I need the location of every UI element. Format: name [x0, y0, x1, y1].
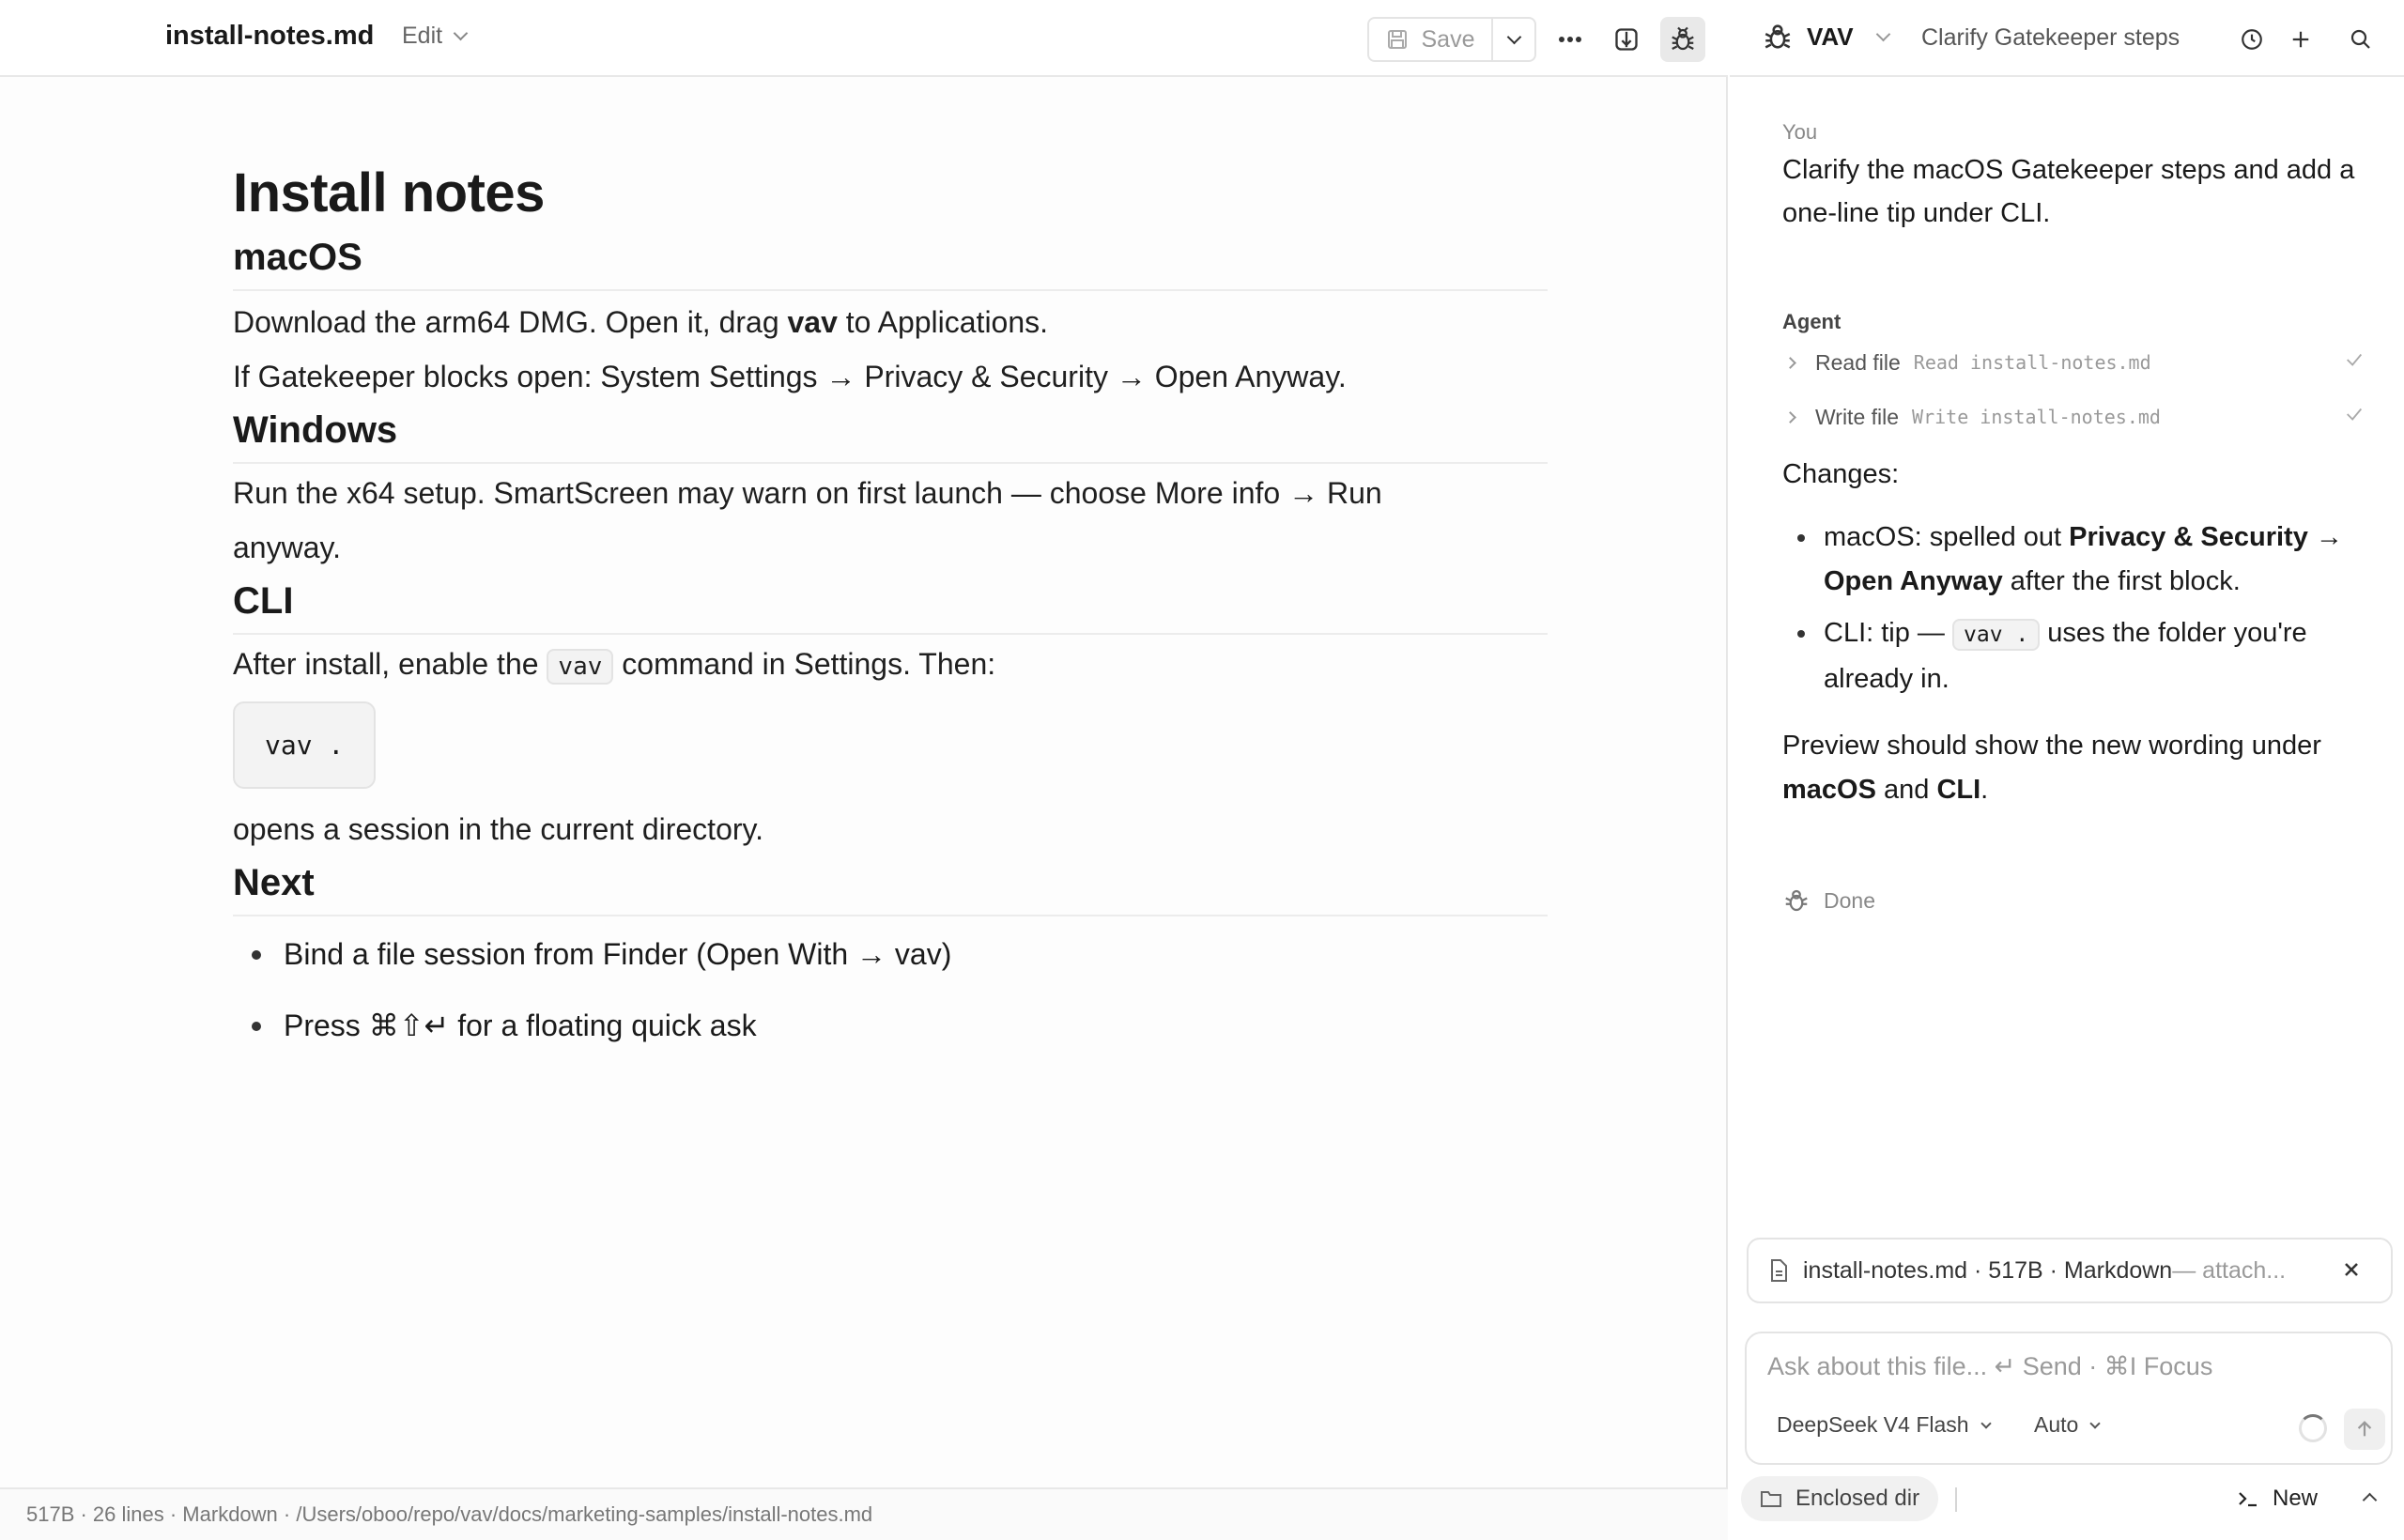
mode-select[interactable]	[2034, 1412, 2099, 1438]
preview-text: Preview should show the new wording under	[1782, 731, 2321, 761]
save-options-button[interactable]	[1491, 17, 1536, 62]
save-button[interactable]	[1367, 17, 1493, 62]
heading-cli: CLI	[233, 575, 1548, 635]
tool-label: Write file	[1815, 404, 1900, 429]
chevron-down-icon	[1875, 26, 1890, 41]
chevron-down-icon	[1980, 1418, 1991, 1428]
chevron-up-icon[interactable]	[2363, 1493, 2378, 1508]
session-title[interactable]: Clarify Gatekeeper steps	[1921, 24, 2181, 51]
new-terminal-button[interactable]	[2237, 1486, 2318, 1512]
status-bar: 517B · 26 lines · Markdown · /Users/oboo/repo/vav/docs/marketing-samples/install-notes.md	[0, 1487, 1728, 1540]
you-label: You	[1782, 120, 1818, 144]
model-label: DeepSeek V4 Flash	[1777, 1412, 1969, 1437]
heading-macos: macOS	[233, 231, 1548, 291]
attachment-note: — attach...	[2172, 1256, 2287, 1284]
more-button[interactable]	[1548, 17, 1593, 62]
search-icon	[2350, 28, 2372, 51]
change-text: CLI: tip —	[1824, 618, 1952, 648]
done-label: Done	[1824, 887, 1875, 913]
mode-dropdown[interactable]	[402, 23, 466, 50]
agent-label: Agent	[1782, 310, 1842, 333]
terminal-icon	[2237, 1488, 2259, 1509]
list-item	[1824, 611, 2365, 701]
macos-bold: vav	[787, 305, 838, 339]
bug-icon	[1669, 25, 1697, 54]
history-icon	[2240, 27, 2264, 52]
close-icon[interactable]	[2340, 1258, 2363, 1281]
macos-text: to Applications.	[837, 305, 1049, 339]
inline-code: vav	[547, 649, 613, 685]
new-chat-button[interactable]	[2282, 21, 2319, 58]
macos-text: Download the arm64 DMG. Open it, drag	[233, 305, 788, 339]
more-icon	[1558, 36, 1582, 43]
change-bold: Privacy & Security → Open Anyway	[1824, 522, 2343, 596]
ask-input[interactable]	[1767, 1352, 2368, 1381]
editor-toolbar	[0, 0, 1728, 77]
preview-bold: CLI	[1936, 775, 1981, 805]
list-item	[1824, 516, 2365, 604]
heading-next: Next	[233, 856, 1548, 916]
macos-paragraph-2: If Gatekeeper blocks open: System Settings → Privacy & Security → Open Anyway.	[233, 360, 1347, 393]
bug-icon	[1782, 886, 1811, 915]
markdown-preview	[233, 77, 1548, 1061]
cli-text: command in Settings. Then:	[613, 647, 996, 681]
composer	[1745, 1332, 2393, 1465]
dir-label: Enclosed dir	[1795, 1486, 1920, 1511]
file-title: install-notes.md	[165, 21, 375, 51]
tool-detail: Read install-notes.md	[1913, 351, 2151, 374]
preview-toggle-button[interactable]	[1604, 17, 1649, 62]
chevron-down-icon	[2090, 1418, 2101, 1428]
chevron-right-icon	[1784, 357, 1796, 369]
save-icon	[1386, 28, 1409, 51]
inline-code: vav .	[1952, 619, 2040, 651]
tool-detail: Write install-notes.md	[1912, 406, 2161, 428]
agent-header	[1730, 0, 2404, 77]
preview-note	[1782, 724, 2365, 812]
folder-icon	[1760, 1488, 1782, 1509]
attachment-chip[interactable]	[1747, 1238, 2393, 1303]
preview-text: .	[1980, 775, 1989, 805]
cli-text: After install, enable the	[233, 647, 547, 681]
check-icon	[2344, 404, 2365, 424]
preview-text: and	[1875, 775, 1937, 805]
panel-footer	[1730, 1474, 2404, 1531]
next-list	[233, 918, 1548, 1061]
windows-paragraph: Run the x64 setup. SmartScreen may warn on first launch — choose More info → Run anyway.	[233, 476, 1382, 564]
heading-windows: Windows	[233, 404, 1548, 464]
change-text: macOS: spelled out	[1824, 522, 2070, 552]
file-icon	[1767, 1258, 1790, 1283]
list-item: Press ⌘⇧↵ for a floating quick ask	[284, 990, 1548, 1061]
tool-call-read[interactable]	[1782, 344, 2365, 381]
tool-label: Read file	[1815, 349, 1901, 375]
bug-icon	[1762, 21, 1794, 53]
new-label: New	[2273, 1486, 2319, 1511]
divider	[1955, 1487, 1957, 1512]
history-button[interactable]	[2233, 21, 2271, 58]
agent-response	[1782, 453, 2365, 812]
send-button[interactable]	[2344, 1409, 2385, 1450]
tool-call-write[interactable]	[1782, 398, 2365, 436]
changes-list	[1782, 516, 2365, 701]
chevron-down-icon	[1506, 29, 1521, 44]
user-message: Clarify the macOS Gatekeeper steps and add a one-line tip under CLI.	[1782, 155, 2355, 228]
enclosed-dir-button[interactable]	[1741, 1476, 1938, 1521]
search-button[interactable]	[2342, 21, 2380, 58]
agent-panel	[1730, 0, 2404, 1540]
check-icon	[2344, 349, 2365, 370]
preview-bold: macOS	[1782, 775, 1876, 805]
code-block: vav .	[233, 701, 376, 789]
brand-label: VAV	[1807, 22, 1854, 51]
send-arrow-icon	[2354, 1419, 2375, 1440]
cli-paragraph	[233, 637, 1548, 694]
save-label: Save	[1421, 25, 1475, 53]
chevron-right-icon	[1784, 411, 1796, 424]
cli-after-paragraph: opens a session in the current directory.	[233, 812, 764, 846]
loading-spinner	[2299, 1414, 2327, 1442]
chevron-down-icon	[454, 26, 469, 41]
macos-paragraph-1	[233, 295, 1548, 349]
attachment-name: install-notes.md · 517B · Markdown	[1803, 1256, 2173, 1284]
book-icon	[1613, 26, 1640, 53]
mode-select-label: Auto	[2034, 1412, 2079, 1437]
model-select[interactable]	[1777, 1412, 1990, 1438]
agent-switcher[interactable]	[1762, 21, 1888, 53]
change-text: uses the folder you're already in.	[1824, 618, 2307, 694]
doc-title: Install notes	[233, 162, 545, 223]
agent-toggle-button[interactable]	[1660, 17, 1705, 62]
mode-label: Edit	[402, 23, 443, 49]
change-text: after the first block.	[2002, 566, 2241, 596]
done-status	[1782, 886, 1875, 915]
changes-heading: Changes:	[1782, 459, 1900, 489]
plus-icon	[2290, 29, 2311, 50]
list-item: Bind a file session from Finder (Open With → vav)	[284, 918, 1548, 990]
